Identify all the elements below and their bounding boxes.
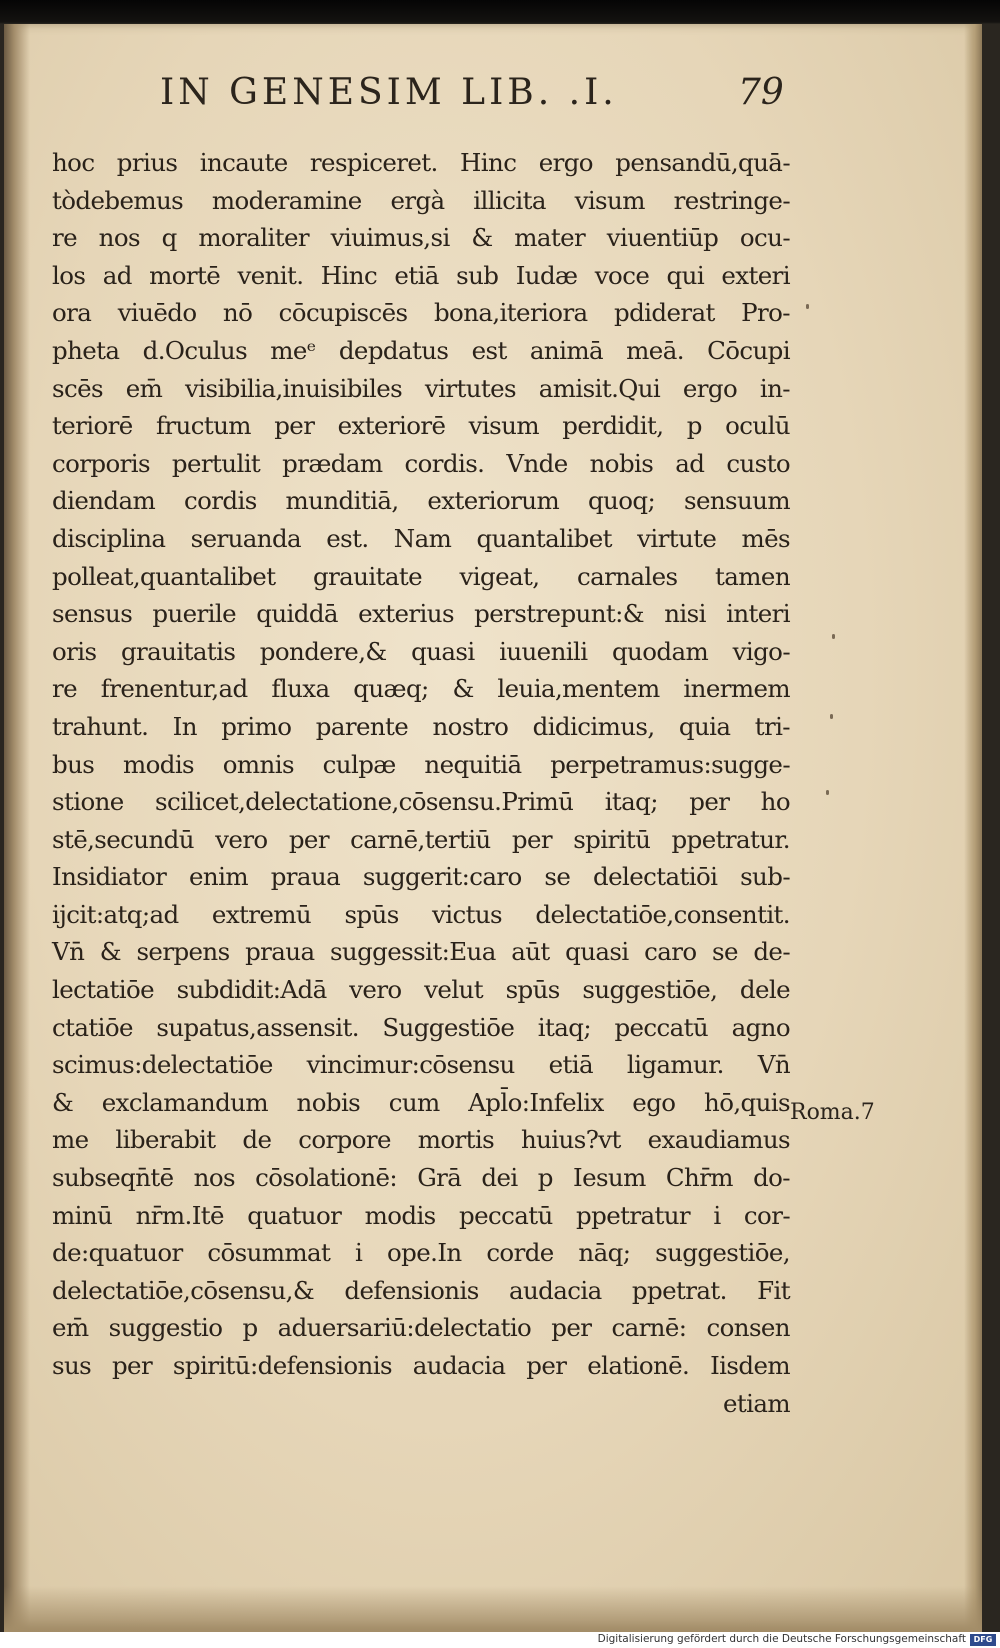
text-line: tòdebemus moderamine ergà illicita visum restringe-	[52, 185, 790, 215]
text-line: bus modis omnis culpæ nequitiā perpetramus:sugge-	[52, 749, 790, 779]
text-line: subseqn̄tē nos cōsolationē: Grā dei p Iesum Chr̄m do-	[52, 1163, 790, 1193]
text-line: oris grauitatis pondere,& quasi iuuenili quodam vigo-	[52, 636, 790, 666]
paper-speck	[826, 790, 829, 795]
text-line: delectatiōe,cōsensu,& defensionis audacia ppetrat. Fit	[52, 1275, 790, 1305]
text-line: ora viuēdo nō cōcupiscēs bona,iteriora pdiderat Pro-	[52, 298, 790, 328]
page-gutter	[4, 24, 30, 1632]
text-line: minū nr̄m.Itē quatuor modis peccatū ppetratur i cor-	[52, 1200, 790, 1230]
text-line: re nos q moraliter viuimus,si & mater viuentiūp ocu-	[52, 223, 790, 253]
running-head: IN GENESIM LIB. .I.	[160, 72, 618, 113]
dfg-logo: DFG	[970, 1634, 996, 1646]
text-line: scēs em̄ visibilia,inuisibiles virtutes amisit.Qui ergo in-	[52, 373, 790, 403]
text-line: em̄ suggestio p aduersariū:delectatio per carnē: consen	[52, 1313, 790, 1343]
text-line: teriorē fructum per exteriorē visum perdidit, p oculū	[52, 411, 790, 441]
paper-speck	[830, 714, 833, 719]
text-line: re frenentur,ad fluxa quæq; & leuia,mentem inermem	[52, 674, 790, 704]
text-line: hoc prius incaute respiceret. Hinc ergo pensandū,quā-	[52, 148, 790, 177]
text-line: corporis pertulit prædam cordis. Vnde nobis ad custo	[52, 448, 790, 478]
text-line: ctatiōe supatus,assensit. Suggestiōe itaq; peccatū agno	[52, 1012, 790, 1042]
text-line: stione scilicet,delectatione,cōsensu.Primū itaq; per ho	[52, 787, 790, 817]
page-edge	[964, 24, 982, 1632]
text-line: pheta d.Oculus meᵉ depdatus est animā meā. Cōcupi	[52, 335, 790, 365]
text-line: Insidiator enim praua suggerit:caro se delectatiōi sub-	[52, 862, 790, 892]
page-bottom-edge	[4, 1586, 982, 1632]
text-line: lectatiōe subdidit:Adā vero velut spūs suggestiōe, dele	[52, 975, 790, 1005]
text-line: me liberabit de corpore mortis huius?vt exaudiamus	[52, 1125, 790, 1155]
footer-credit: Digitalisierung gefördert durch die Deutsche Forschungsgemeinschaft	[597, 1633, 966, 1645]
paper-speck	[832, 634, 835, 639]
catchword: etiam	[722, 1388, 790, 1418]
text-line: scimus:delectatiōe vincimur:cōsensu etiā ligamur. Vn̄	[52, 1050, 790, 1080]
text-line: polleat,quantalibet grauitate vigeat, carnales tamen	[52, 561, 790, 591]
text-line: & exclamandum nobis cum Apl̄o:Infelix ego hō,quis	[52, 1087, 790, 1117]
text-line: disciplina seruanda est. Nam quantalibet virtute mēs	[52, 523, 790, 553]
body-text	[52, 144, 790, 1422]
text-line: sus per spiritū:defensionis audacia per elationē. Iisdem	[52, 1351, 790, 1380]
text-line: stē,secundū vero per carnē,tertiū per spiritū ppetratur.	[52, 824, 790, 854]
page-number: 79	[738, 72, 784, 113]
text-line: ijcit:atq;ad extremū spūs victus delectatiōe,consentit.	[52, 899, 790, 929]
text-line: los ad mortē venit. Hinc etiā sub Iudæ voce qui exteri	[52, 260, 790, 290]
text-line: de:quatuor cōsummat i ope.In corde nāq; suggestiōe,	[52, 1238, 790, 1268]
text-line: Vn̄ & serpens praua suggessit:Eua aūt quasi caro se de-	[52, 937, 790, 967]
text-line: trahunt. In primo parente nostro didicimus, quia tri-	[52, 711, 790, 741]
paper-speck	[806, 304, 809, 309]
text-line: sensus puerile quiddā exterius perstrepunt:& nisi interi	[52, 599, 790, 629]
text-line: diendam cordis munditiā, exteriorum quoq; sensuum	[52, 486, 790, 516]
marginal-note: Roma.7	[790, 1100, 875, 1125]
